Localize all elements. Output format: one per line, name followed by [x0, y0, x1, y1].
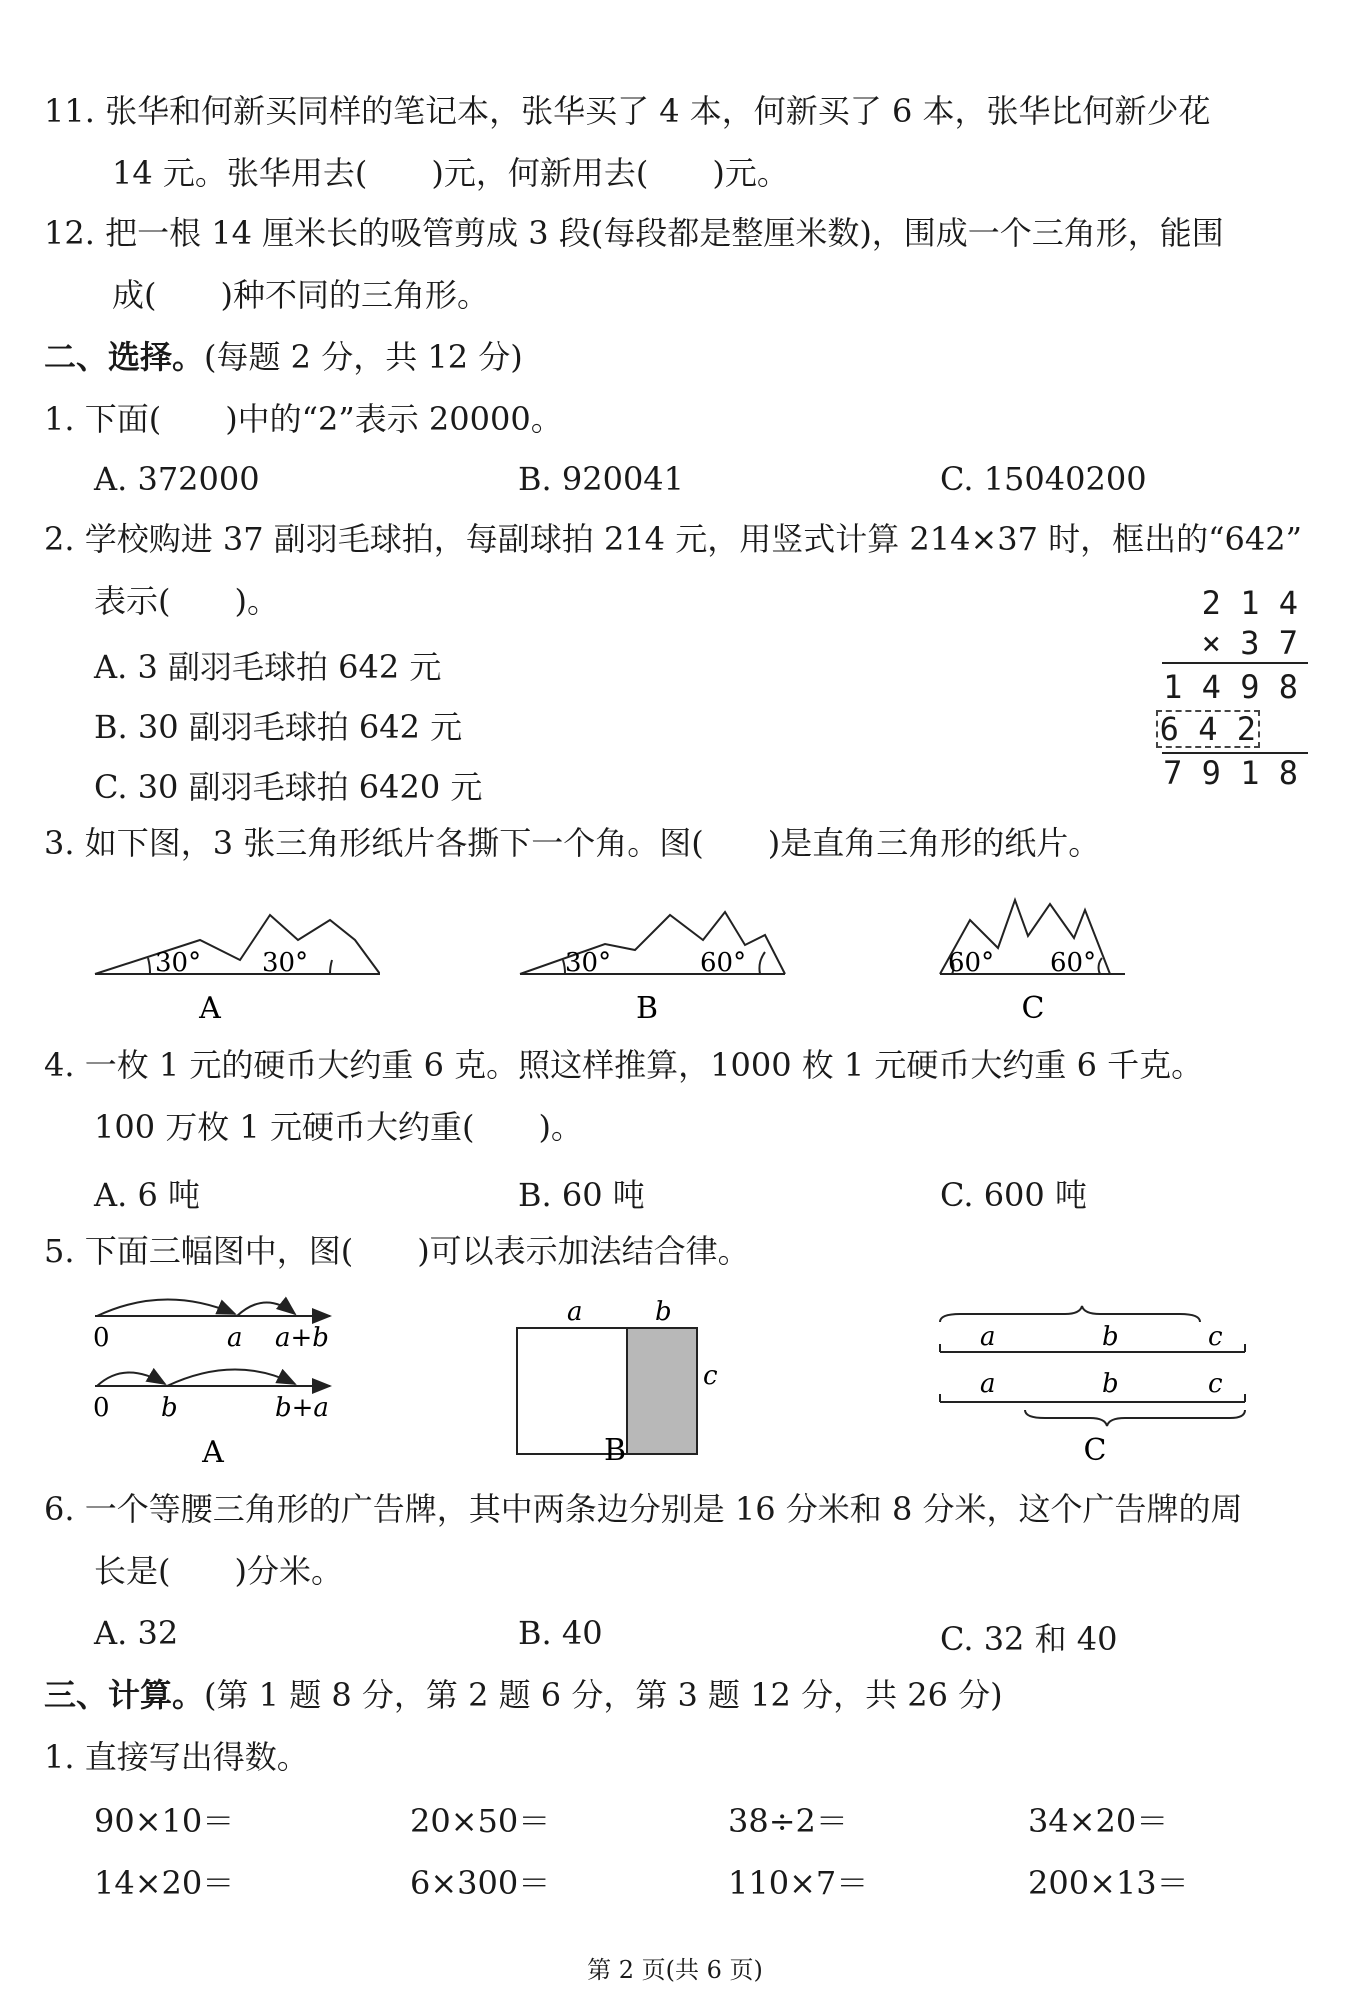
choice6-line1: 6. 一个等腰三角形的广告牌，其中两条边分别是 16 分米和 8 分米，这个广告牌的周 [44, 1490, 1243, 1528]
fig5c-b-1: b [1102, 1322, 1119, 1352]
fig-b-right-angle: 60° [700, 948, 747, 978]
fig5c-c-2: c [1208, 1369, 1223, 1399]
fig5c-a-1: a [980, 1322, 996, 1352]
choice6-option-c: C. 32 和 40 [940, 1620, 1118, 1658]
fig5c-b-2: b [1102, 1369, 1119, 1399]
fig-a-left-angle: 30° [155, 948, 202, 978]
triangle-figure-a [80, 900, 380, 1030]
choice4-option-c: C. 600 吨 [940, 1176, 1087, 1214]
fig-b-label: B [635, 991, 659, 1026]
section3-score: (第 1 题 8 分，第 2 题 6 分，第 3 题 12 分，共 26 分) [204, 1676, 1003, 1714]
choice1-option-b: B. 920041 [518, 460, 685, 498]
calc1-item-7: 110×7＝ [728, 1864, 869, 1902]
calc1-item-2: 20×50＝ [410, 1802, 551, 1840]
fig5b-b: b [655, 1297, 672, 1327]
mult-result: 7 9 1 8 [1163, 754, 1298, 792]
fig-b-left-angle: 30° [565, 948, 612, 978]
choice6-option-a: A. 32 [94, 1614, 179, 1652]
number-line-figure-a [85, 1290, 345, 1470]
choice1-option-a: A. 372000 [94, 460, 260, 498]
fig5a-zero-1: 0 [93, 1323, 110, 1353]
fig5a-label: A [202, 1435, 224, 1470]
choice1-option-c: C. 15040200 [940, 460, 1147, 498]
choice4-option-b: B. 60 吨 [518, 1176, 645, 1214]
choice2-line1: 2. 学校购进 37 副羽毛球拍，每副球拍 214 元，用竖式计算 214×37 时，框出的“642” [44, 520, 1302, 558]
choice4-line1: 4. 一枚 1 元的硬币大约重 6 克。照这样推算，1000 枚 1 元硬币大约重 6 千克。 [44, 1046, 1204, 1084]
fig-c-right-angle: 60° [1050, 948, 1097, 978]
q12-line1: 12. 把一根 14 厘米长的吸管剪成 3 段(每段都是整厘米数)，围成一个三角形，能围 [44, 214, 1224, 252]
section3-title: 三、计算。 [44, 1676, 205, 1714]
q11-line1: 11. 张华和何新买同样的笔记本，张华买了 4 本，何新买了 6 本，张华比何新少花 [44, 92, 1211, 130]
fig-a-right-angle: 30° [262, 948, 309, 978]
section2-heading [44, 338, 523, 376]
calc1-item-6: 6×300＝ [410, 1864, 551, 1902]
calc1-item-8: 200×13＝ [1028, 1864, 1189, 1902]
calc1-item-3: 38÷2＝ [728, 1802, 848, 1840]
choice6-line2: 长是( )分米。 [94, 1552, 343, 1590]
mult-multiplicand: 2 1 4 [1201, 584, 1298, 622]
triangle-figure-c [930, 880, 1230, 1030]
choice2-line2: 表示( )。 [94, 582, 279, 620]
fig5a-apb: a+b [275, 1323, 329, 1353]
calc1-item-5: 14×20＝ [94, 1864, 235, 1902]
q12-line2: 成( )种不同的三角形。 [112, 276, 489, 314]
section2-title: 二、选择。 [44, 338, 205, 376]
triangle-figure-b [505, 900, 805, 1030]
fig-c-left-angle: 60° [948, 948, 995, 978]
calc1-item-1: 90×10＝ [94, 1802, 235, 1840]
vertical-multiplication [1160, 584, 1310, 794]
section2-score: (每题 2 分，共 12 分) [204, 338, 523, 376]
mult-partial-2-boxed: 6 4 2 [1156, 710, 1260, 748]
section3-heading [44, 1676, 1003, 1714]
choice2-option-a: A. 3 副羽毛球拍 642 元 [94, 648, 442, 686]
fig5b-c: c [703, 1361, 718, 1391]
fig5c-label: C [1083, 1433, 1107, 1468]
calc1-item-4: 34×20＝ [1028, 1802, 1169, 1840]
choice4-option-a: A. 6 吨 [94, 1176, 200, 1214]
rectangle-figure-b [505, 1292, 765, 1472]
fig5c-c-1: c [1208, 1322, 1223, 1352]
page-footer: 第 2 页(共 6 页) [587, 1956, 763, 1984]
segment-figure-c [930, 1300, 1260, 1470]
fig5b-label: B [603, 1433, 627, 1468]
choice1-stem: 1. 下面( )中的“2”表示 20000。 [44, 400, 563, 438]
fig5a-b: b [161, 1393, 178, 1423]
choice3-stem: 3. 如下图，3 张三角形纸片各撕下一个角。图( )是直角三角形的纸片。 [44, 824, 1101, 862]
fig-c-label: C [1021, 991, 1045, 1026]
choice4-line2: 100 万枚 1 元硬币大约重( )。 [94, 1108, 583, 1146]
fig-a-label: A [199, 991, 221, 1026]
choice2-option-b: B. 30 副羽毛球拍 642 元 [94, 708, 463, 746]
fig5a-zero-2: 0 [93, 1393, 110, 1423]
q11-line2: 14 元。张华用去( )元，何新用去( )元。 [112, 154, 789, 192]
calc1-stem: 1. 直接写出得数。 [44, 1738, 309, 1776]
mult-multiplier: × 3 7 [1201, 624, 1298, 662]
choice5-stem: 5. 下面三幅图中，图( )可以表示加法结合律。 [44, 1232, 750, 1270]
choice6-option-b: B. 40 [518, 1614, 603, 1652]
fig5a-bpa: b+a [275, 1393, 329, 1423]
mult-partial-1: 1 4 9 8 [1163, 668, 1298, 706]
choice2-option-c: C. 30 副羽毛球拍 6420 元 [94, 768, 483, 806]
fig5a-a-1: a [227, 1323, 243, 1353]
fig5c-a-2: a [980, 1369, 996, 1399]
fig5b-a: a [567, 1297, 583, 1327]
